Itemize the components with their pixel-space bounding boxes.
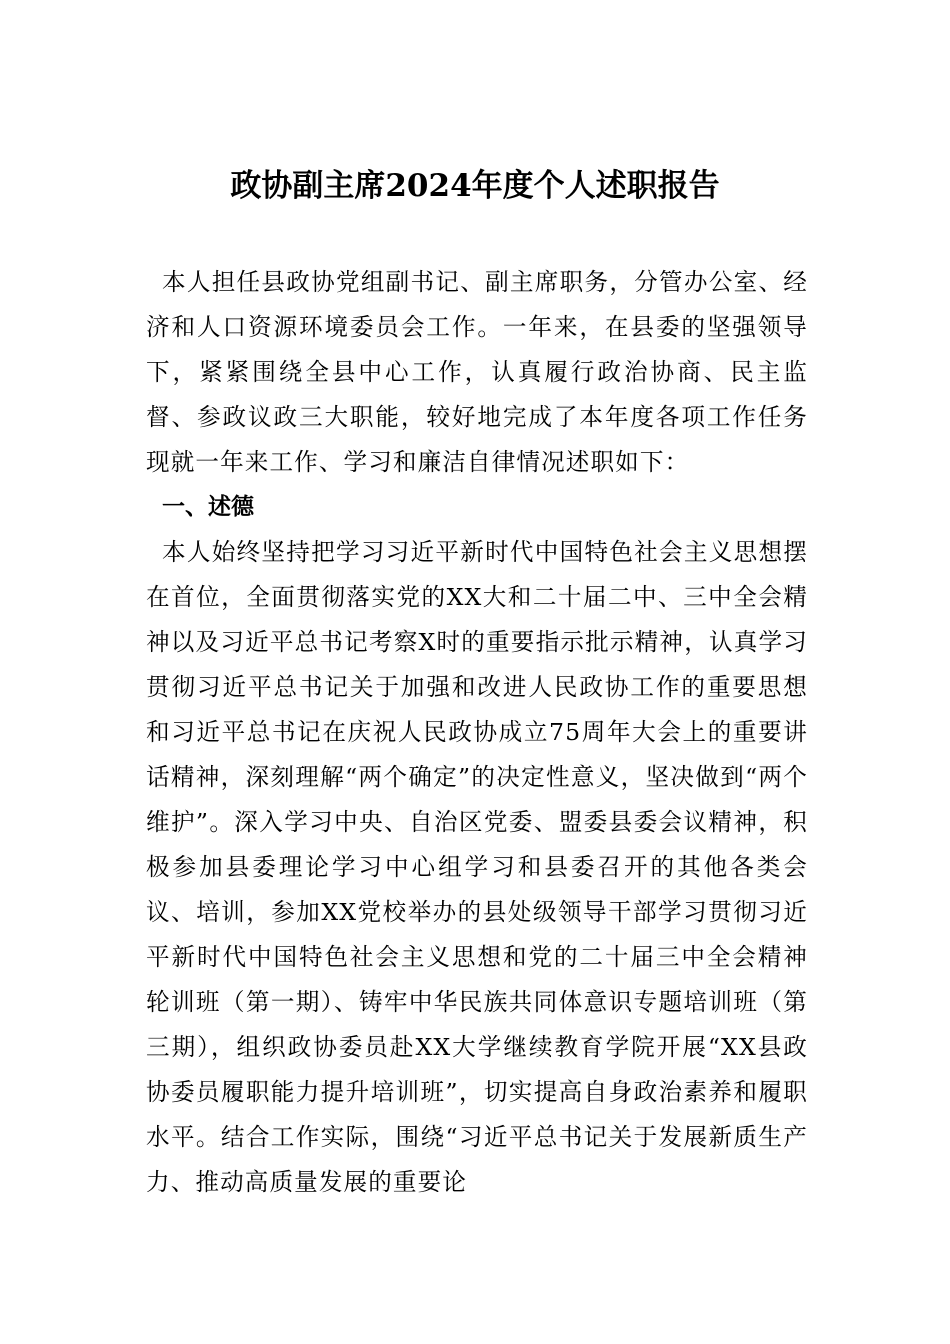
section-paragraph-shude: 本人始终坚持把学习习近平新时代中国特色社会主义思想摆在首位，全面贯彻落实党的XX大和二十届二中、三中全会精神以及习近平总书记考察X时的重要指示批示精神，认真学习贯彻习近平总书记关于加强和改进人民政协工作的重要思想和习近平总书记在庆祝人民政协成立75周年大会上的重要讲话精神，深刻理解“两个确定”的决定性意义，坚决做到“两个维护”。深入学习中央、自治区党委、盟委县委会议精神，积极参加县委理论学习中心组学习和县委召开的其他各类会议、培训，参加XX党校举办的县处级领导干部学习贯彻习近平新时代中国特色社会主义思想和党的二十届三中全会精神轮训班（第一期）、铸牢中华民族共同体意识专题培训班（第三期），组织政协委员赴XX大学继续教育学院开展“XX县政协委员履职能力提升培训班”，切实提高自身政治素养和履职水平。结合工作实际，围绕“习近平总书记关于发展新质生产力、推动高质量发展的重要论 bbox=[146, 538, 808, 1196]
intro-paragraph: 本人担任县政协党组副书记、副主席职务，分管办公室、经济和人口资源环境委员会工作。一年来，在县委的坚强领导下，紧紧围绕全县中心工作，认真履行政治协商、民主监督、参政议政三大职能，较好地完成了本年度各项工作任务现就一年来工作、学习和廉洁自律情况述职如下： bbox=[146, 268, 808, 476]
document-body bbox=[146, 260, 808, 1205]
section-heading-shude: 一、述德 bbox=[162, 494, 254, 520]
document-title: 政协副主席2024年度个人述职报告 bbox=[230, 168, 720, 204]
